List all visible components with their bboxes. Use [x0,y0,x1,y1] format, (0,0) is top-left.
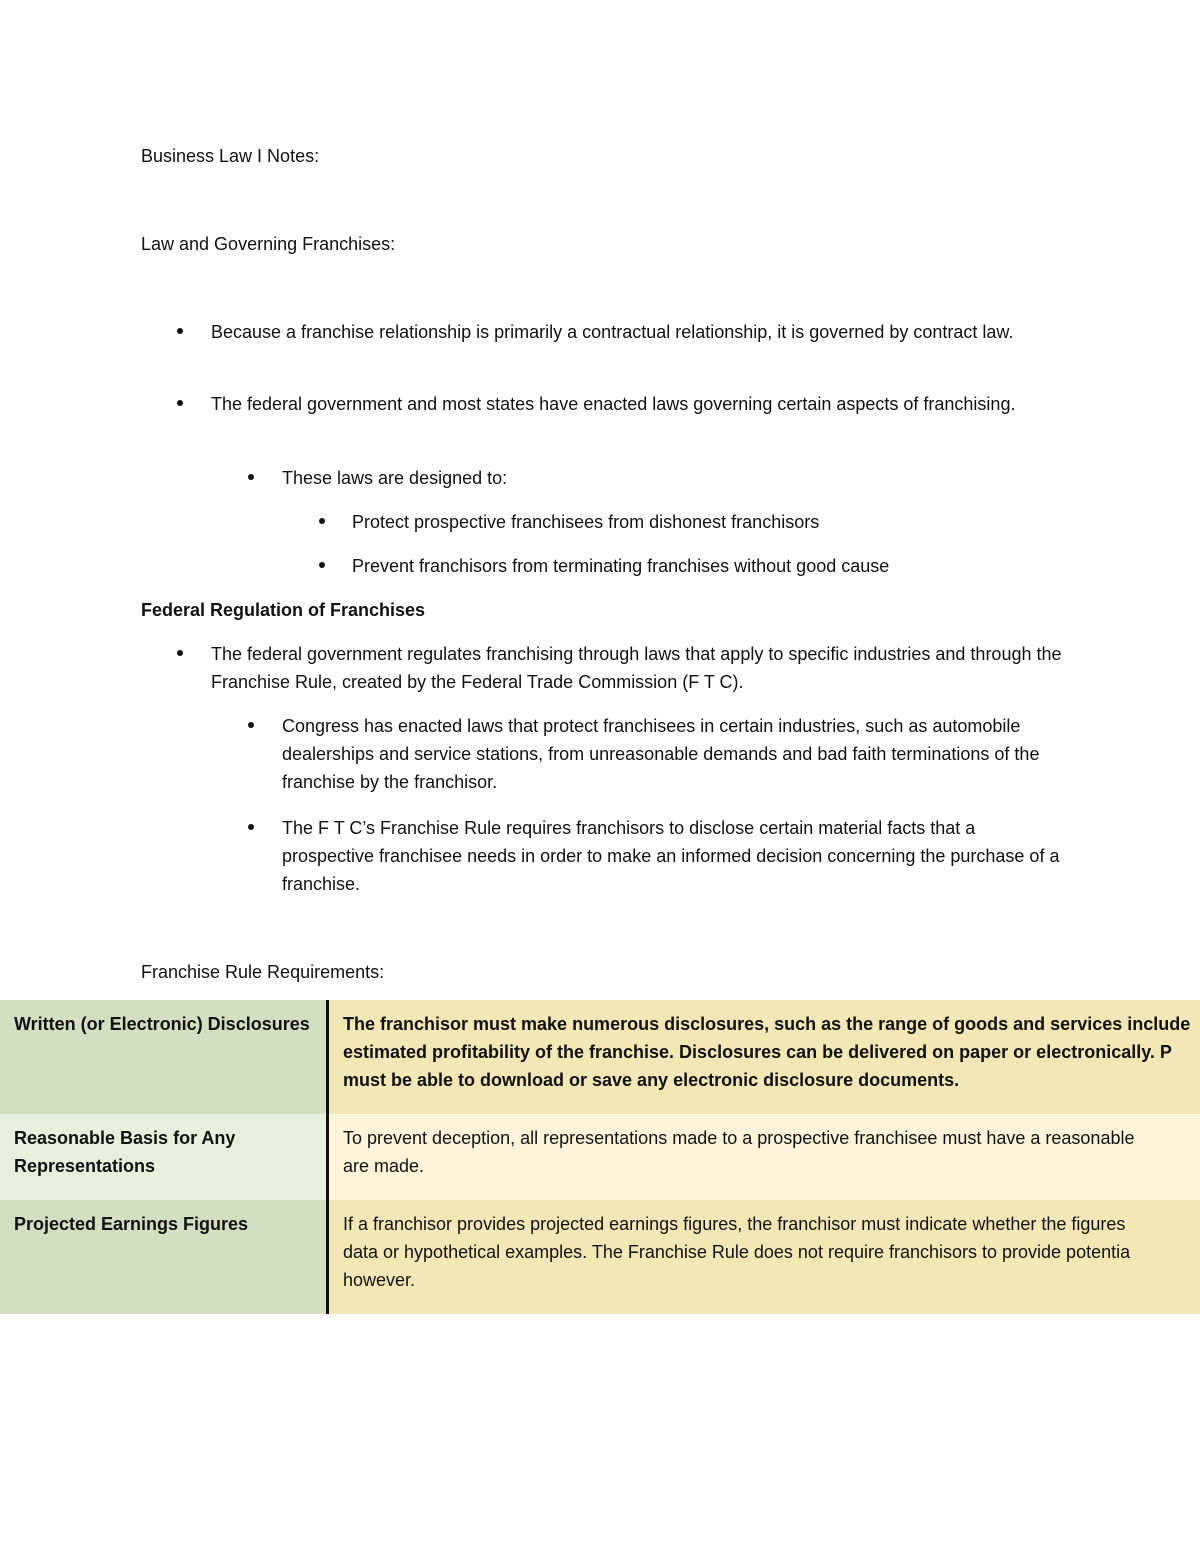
bullet-dot [248,824,254,830]
description-line: data or hypothetical examples. The Franchise Rule does not require franchisors to provide potentia [343,1242,1131,1262]
bullet-dot [177,650,183,656]
table-cell-description [328,1114,1200,1200]
list-item: The federal government regulates franchising through laws that apply to specific industries and through the Franchise Rule, created by the Federal Trade Commission (F T C). [211,644,1062,692]
notes-title: Business Law I Notes: [141,146,320,166]
description-line: The franchisor must make numerous disclosures, such as the range of goods and services include [343,1014,1191,1034]
list-item: Because a franchise relationship is primarily a contractual relationship, it is governed by contract law. [211,322,1014,342]
description-line: To prevent deception, all representations made to a prospective franchisee must have a reasonable [343,1128,1135,1148]
description-line: however. [343,1270,416,1290]
list-item: Congress has enacted laws that protect franchisees in certain industries, such as automobile dealerships and service stations, from unreasonable demands and bad faith terminations of the franchise by the franchisor. [282,716,1040,792]
table-row [0,1114,1200,1200]
table-cell-description [328,1000,1200,1114]
bullet-dot [177,400,183,406]
table-cell-label: Written (or Electronic) Disclosures [0,1000,328,1114]
table-cell-label: Projected Earnings Figures [0,1200,328,1314]
list-item: The federal government and most states have enacted laws governing certain aspects of franchising. [211,394,1016,414]
table-cell-description [328,1200,1200,1314]
list-item: These laws are designed to: [282,468,508,488]
description-line: If a franchisor provides projected earnings figures, the franchisor must indicate whether the figures [343,1214,1126,1234]
section-title-federal-regulation: Federal Regulation of Franchises [141,600,426,620]
list-item: Protect prospective franchisees from dishonest franchisors [352,512,820,532]
section-title-franchise-rule: Franchise Rule Requirements: [141,962,385,982]
bullet-dot [248,722,254,728]
description-line: are made. [343,1156,425,1176]
list-item: Prevent franchisors from terminating franchises without good cause [352,556,890,576]
section-title-law-governing: Law and Governing Franchises: [141,234,396,254]
table-row [0,1000,1200,1114]
franchise-rule-table [0,1000,1200,1314]
bullet-dot [177,328,183,334]
table-cell-label: Reasonable Basis for Any Representations [0,1114,328,1200]
bullet-dot [319,518,325,524]
description-line: estimated profitability of the franchise. Disclosures can be delivered on paper or electronically. P [343,1042,1172,1062]
list-item: The F T C’s Franchise Rule requires franchisors to disclose certain material facts that a prospective franchisee needs in order to make an informed decision concerning the purchase of a franchise. [282,818,1060,894]
bullet-dot [248,474,254,480]
table-row [0,1200,1200,1314]
bullet-dot [319,562,325,568]
description-line: must be able to download or save any electronic disclosure documents. [343,1070,960,1090]
